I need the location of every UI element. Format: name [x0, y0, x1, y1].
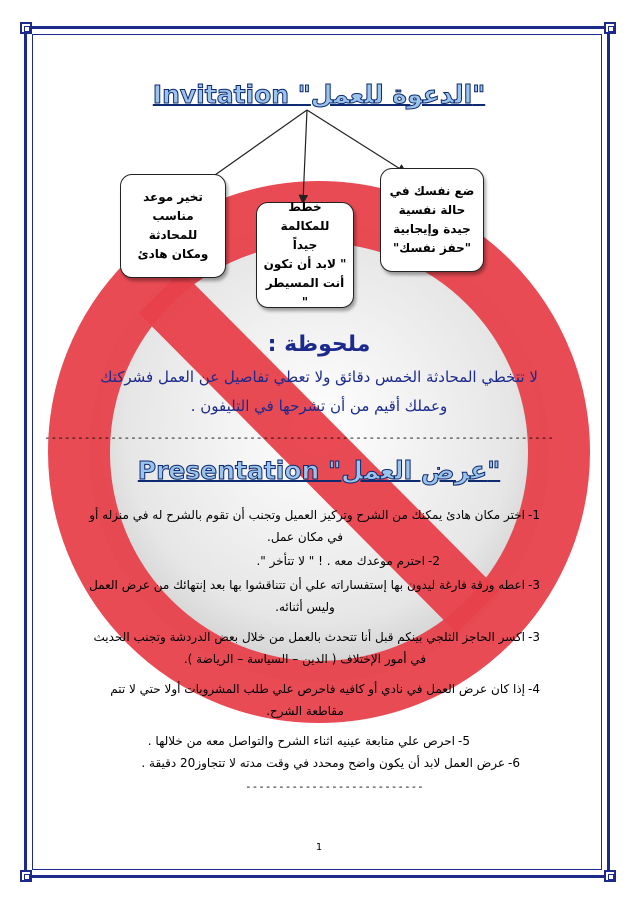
arrow-to-left-box — [205, 110, 307, 182]
list-item-number: 3- — [528, 578, 540, 592]
invitation-heading: Invitation "الدعوة للعمل" — [152, 80, 486, 109]
list-item-text: إذا كان عرض العمل في نادي أو كافيه فاحرص علي طلب المشروبات أولا حتي لا تتم — [110, 682, 526, 696]
list-item-text: اعطه ورقة فارغة ليدون بها إستفساراته علي أن تتناقشوا بها بعد إنتهائك من عرض العمل — [89, 578, 526, 592]
list-item-number: 2- — [428, 554, 440, 568]
list-item-continuation: مقاطعة الشرح. — [266, 704, 344, 718]
page-number: 1 — [315, 842, 323, 853]
arrow-to-center-box — [303, 110, 307, 202]
end-separator: --------------------------- — [245, 780, 424, 793]
note-title: ملحوظة : — [267, 332, 371, 357]
list-item-continuation: وليس أثنائه. — [275, 600, 335, 614]
tip-box-right: ضع نفسك في حالة نفسية جيدة وإيجابية "حفز نفسك" — [380, 168, 484, 272]
section-separator: ----------------------------------------------------------------------------- — [44, 431, 554, 444]
list-item-continuation: في أمور الإختلاف ( الدين – السياسة – الرياضة ). — [183, 652, 427, 666]
list-item-number: 3- — [528, 630, 540, 644]
list-item-number: 5- — [458, 734, 470, 748]
list-item-continuation: في مكان عمل. — [267, 530, 343, 544]
list-item — [70, 626, 540, 670]
presentation-heading: Presentation "عرض العمل" — [137, 456, 501, 485]
list-item — [70, 678, 540, 722]
note-line-2: وعملك أقيم من أن تشرحها في التليفون . — [190, 397, 448, 415]
tip-box-center: خطط للمكالمة جيداً " لابد أن تكون أنت المسيطر " — [256, 202, 354, 308]
list-item — [70, 504, 540, 548]
list-item — [70, 752, 540, 774]
list-item-text: احرص علي متابعة عينيه اثناء الشرح والتواصل معه من خلالها . — [147, 734, 456, 748]
list-item-text: اختر مكان هادئ يمكنك من الشرح وتركيز العميل وتجنب أن تقوم بالشرح له في منزله أو — [89, 508, 526, 522]
arrow-to-right-box — [307, 110, 405, 172]
list-item-number: 6- — [508, 756, 520, 770]
note-line-1: لا تتخطي المحادثة الخمس دقائق ولا تعطي تفاصيل عن العمل فشركتك — [100, 368, 538, 386]
list-item-number: 1- — [528, 508, 540, 522]
list-item — [70, 550, 540, 572]
list-item-text: احترم موعدك معه . ! " لا تتأخر ". — [256, 554, 426, 568]
list-item-number: 4- — [528, 682, 540, 696]
list-item-text: عرض العمل لابد أن يكون واضح ومحدد في وقت مدته لا تتجاوز20 دقيقة . — [141, 756, 506, 770]
list-item — [70, 574, 540, 618]
tip-box-left: تخير موعد مناسب للمحادثة ومكان هادئ — [120, 174, 226, 278]
list-item-text: اكسر الحاجز الثلجي بينكم قبل أنا تتحدث بالعمل من خلال بعض الدردشة وتجنب الحديث — [93, 630, 526, 644]
list-item — [70, 730, 540, 752]
